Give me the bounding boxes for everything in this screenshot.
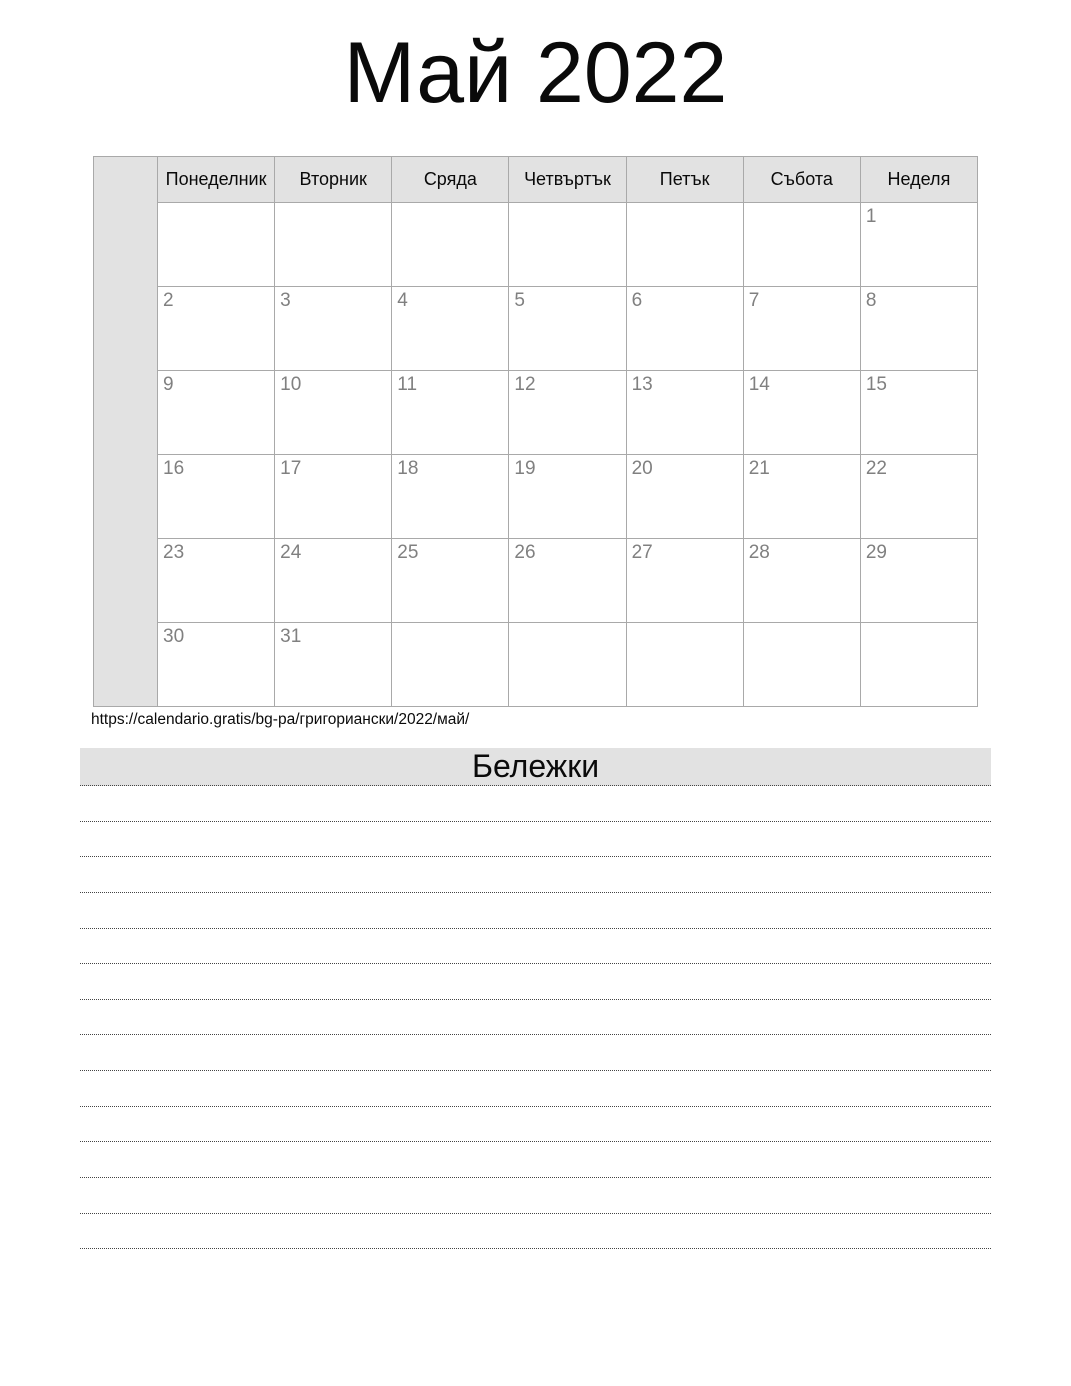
day-cell	[392, 203, 509, 287]
week-row-2	[94, 287, 978, 371]
day-cell-16: 16	[158, 455, 275, 539]
day-cell	[275, 203, 392, 287]
notes-line	[80, 964, 991, 1000]
day-cell-30: 30	[158, 623, 275, 707]
day-cell-25: 25	[392, 539, 509, 623]
day-cell	[158, 203, 275, 287]
notes-line	[80, 822, 991, 858]
weekday-header-thursday: Четвъртък	[509, 157, 626, 203]
day-cell-6: 6	[626, 287, 743, 371]
day-cell-1: 1	[860, 203, 977, 287]
day-cell-27: 27	[626, 539, 743, 623]
day-cell-15: 15	[860, 371, 977, 455]
notes-line	[80, 1214, 991, 1250]
notes-line	[80, 1000, 991, 1036]
notes-line	[80, 929, 991, 965]
day-cell-7: 7	[743, 287, 860, 371]
day-cell-3: 3	[275, 287, 392, 371]
day-cell-17: 17	[275, 455, 392, 539]
notes-header-bar	[80, 748, 991, 786]
day-cell-5: 5	[509, 287, 626, 371]
day-cell-26: 26	[509, 539, 626, 623]
day-cell-28: 28	[743, 539, 860, 623]
day-cell-8: 8	[860, 287, 977, 371]
day-cell	[509, 623, 626, 707]
day-cell-31: 31	[275, 623, 392, 707]
week-row-4	[94, 455, 978, 539]
calendar-left-gutter	[94, 157, 158, 707]
day-cell-12: 12	[509, 371, 626, 455]
day-cell-20: 20	[626, 455, 743, 539]
day-cell-4: 4	[392, 287, 509, 371]
notes-line	[80, 1142, 991, 1178]
notes-line	[80, 1178, 991, 1214]
weekday-header-saturday: Събота	[743, 157, 860, 203]
day-cell-24: 24	[275, 539, 392, 623]
day-cell	[626, 623, 743, 707]
weekday-header-sunday: Неделя	[860, 157, 977, 203]
week-row-1	[94, 203, 978, 287]
notes-line	[80, 1071, 991, 1107]
notes-title: Бележки	[471, 748, 600, 784]
week-row-5	[94, 539, 978, 623]
weekday-header-friday: Петък	[626, 157, 743, 203]
weekday-header-monday: Понеделник	[158, 157, 275, 203]
weekday-header-tuesday: Вторник	[275, 157, 392, 203]
day-cell-19: 19	[509, 455, 626, 539]
day-cell-22: 22	[860, 455, 977, 539]
day-cell-2: 2	[158, 287, 275, 371]
day-cell-18: 18	[392, 455, 509, 539]
day-cell-11: 11	[392, 371, 509, 455]
day-cell	[626, 203, 743, 287]
weekday-header-row	[94, 157, 978, 203]
day-cell-13: 13	[626, 371, 743, 455]
source-url: https://calendario.gratis/bg-pa/григориански/2022/май/	[91, 711, 470, 728]
notes-section	[80, 748, 991, 1249]
weekday-header-wednesday: Сряда	[392, 157, 509, 203]
day-cell	[392, 623, 509, 707]
notes-line	[80, 1107, 991, 1143]
day-cell-9: 9	[158, 371, 275, 455]
week-row-6	[94, 623, 978, 707]
day-cell-10: 10	[275, 371, 392, 455]
notes-line	[80, 1035, 991, 1071]
page-title: Май 2022	[343, 25, 728, 121]
day-cell-21: 21	[743, 455, 860, 539]
day-cell	[509, 203, 626, 287]
day-cell-23: 23	[158, 539, 275, 623]
day-cell	[860, 623, 977, 707]
day-cell	[743, 203, 860, 287]
day-cell-29: 29	[860, 539, 977, 623]
calendar-table	[93, 156, 978, 707]
day-cell	[743, 623, 860, 707]
notes-line	[80, 786, 991, 822]
notes-line	[80, 893, 991, 929]
day-cell-14: 14	[743, 371, 860, 455]
week-row-3	[94, 371, 978, 455]
notes-line	[80, 857, 991, 893]
